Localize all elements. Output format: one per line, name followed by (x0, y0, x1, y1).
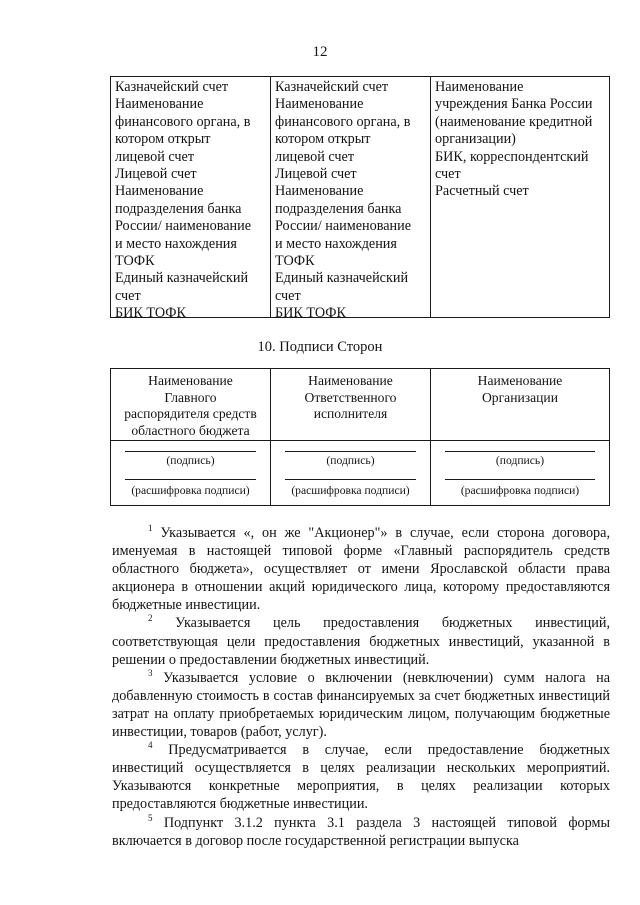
signature-decoding-line (445, 479, 595, 480)
party-header-cell (271, 369, 431, 440)
party-header-line: Организации (481, 389, 558, 405)
bank-details-line: ТОФК (275, 253, 315, 270)
bank-details-line: ТОФК (115, 253, 155, 270)
bank-details-line: подразделения банка (115, 200, 242, 217)
signature-caption: (подпись) (326, 454, 375, 467)
signature-caption: (подпись) (166, 454, 215, 467)
bank-details-line: БИК, корреспондентский (435, 148, 589, 165)
footnote-mark: 1 (148, 523, 153, 533)
bank-details-line: Лицевой счет (275, 166, 357, 183)
signature-line (445, 451, 595, 452)
footnote (112, 614, 610, 668)
page-number: 12 (312, 44, 328, 60)
bank-details-column (431, 77, 609, 317)
signatures-body-row (111, 441, 609, 505)
bank-details-line: Единый казначейский (275, 270, 409, 287)
bank-details-line: организации) (435, 131, 516, 148)
bank-details-line: БИК ТОФК (115, 305, 186, 317)
footnote-mark: 3 (148, 667, 153, 678)
bank-details-line: лицевой счет (115, 148, 195, 165)
bank-details-line: (наименование кредитной (435, 113, 593, 130)
footnote-text: Предусматривается в случае, если предоставление бюджетных инвестиций осуществляется в целях реализации нескольких мероприятий. Указываются конкретные мероприятия, в целях реализации которых предоставляются бюджетные инвестиции. (112, 742, 610, 813)
footnote-text: Указывается цель предоставления бюджетных инвестиций, соответствующая цели предоставления бюджетных инвестиций, указанной в решении о предоставлении бюджетных инвестиций. (112, 615, 610, 668)
bank-details-line: Лицевой счет (115, 166, 197, 183)
footnote (112, 524, 610, 614)
party-header-line: Наименование (148, 373, 233, 388)
footnote-text: Указывается «, он же "Акционер"» в случае, если сторона договора, именуемая в настоящей типовой форме «Главный распорядитель средств областного бюджета», осуществляет от имени Ярославской области права акционера в отношении акций юридического лица, которому предоставляются бюджетные инвестиции. (112, 525, 610, 614)
bank-details-line: Единый казначейский (115, 270, 249, 287)
bank-details-line: котором открыт (115, 131, 211, 148)
bank-details-table (110, 76, 610, 318)
footnote (112, 669, 610, 741)
bank-details-line: Наименование (115, 96, 204, 113)
signature-decoding-line (125, 479, 256, 480)
bank-details-line: счет (435, 166, 461, 183)
party-header-cell (431, 369, 609, 440)
bank-details-line: Казначейский счет (275, 79, 389, 95)
bank-details-line: счет (115, 287, 141, 304)
signature-line (125, 451, 256, 452)
signature-decoding-line (285, 479, 416, 480)
footnote-text: Указывается условие о включении (невключении) сумм налога на добавленную стоимость в состав финансируемых за счет бюджетных инвестиций затрат на оплату приобретаемых юридическим лицом, получающим бюджетные инвестиции, товаров (работ, услуг). (112, 669, 611, 741)
bank-details-line: счет (275, 287, 301, 304)
bank-details-column (111, 77, 271, 317)
party-header-line: распорядителя средств (124, 406, 257, 421)
footnote-mark: 2 (148, 613, 153, 624)
bank-details-line: Наименование (275, 96, 364, 113)
bank-details-line: Наименование (275, 183, 364, 200)
section-title: 10. Подписи Сторон (257, 339, 383, 355)
bank-details-line: России/ наименование (275, 218, 411, 235)
bank-details-line: учреждения Банка России (435, 96, 593, 113)
party-header-line: Ответственного (304, 389, 397, 405)
bank-details-line: Наименование (115, 183, 204, 200)
bank-details-line: Наименование (435, 79, 524, 95)
footnote (112, 741, 610, 813)
signature-caption: (подпись) (495, 454, 545, 467)
bank-details-line: и место нахождения (275, 235, 397, 252)
footnotes (112, 524, 610, 850)
party-header-cell (111, 369, 271, 440)
footnote-mark: 5 (148, 812, 153, 823)
bank-details-line: Расчетный счет (435, 183, 529, 200)
bank-details-line: подразделения банка (275, 200, 402, 217)
party-header-line: областного бюджета (131, 422, 250, 438)
bank-details-line: финансового органа, в (275, 113, 411, 130)
footnote-text: Подпункт 3.1.2 пункта 3.1 раздела 3 настоящей типовой формы включается в договор после государственной регистрации выпуска (112, 814, 610, 849)
party-header-line: Наименование (308, 373, 393, 388)
signature-cell (271, 441, 431, 505)
signatures-table (110, 368, 610, 506)
signature-line (285, 451, 416, 452)
signature-decoding-caption: (расшифровка подписи) (460, 484, 580, 497)
bank-details-line: БИК ТОФК (275, 305, 346, 317)
footnote (112, 814, 610, 850)
signature-cell (431, 441, 609, 505)
bank-details-line: Казначейский счет (115, 79, 229, 95)
bank-details-column (271, 77, 431, 317)
bank-details-line: и место нахождения (115, 235, 237, 252)
signature-cell (111, 441, 271, 505)
signatures-header-row (111, 369, 609, 441)
footnote-mark: 4 (148, 740, 153, 751)
bank-details-line: финансового органа, в (115, 113, 251, 130)
party-header-line: Наименование (477, 373, 563, 388)
party-header-line: исполнителя (313, 406, 388, 421)
signature-decoding-caption: (расшифровка подписи) (131, 484, 250, 497)
bank-details-line: котором открыт (275, 131, 371, 148)
bank-details-line: лицевой счет (275, 148, 355, 165)
bank-details-line: России/ наименование (115, 218, 251, 235)
signature-decoding-caption: (расшифровка подписи) (291, 484, 410, 497)
party-header-line: Главного (164, 389, 217, 405)
